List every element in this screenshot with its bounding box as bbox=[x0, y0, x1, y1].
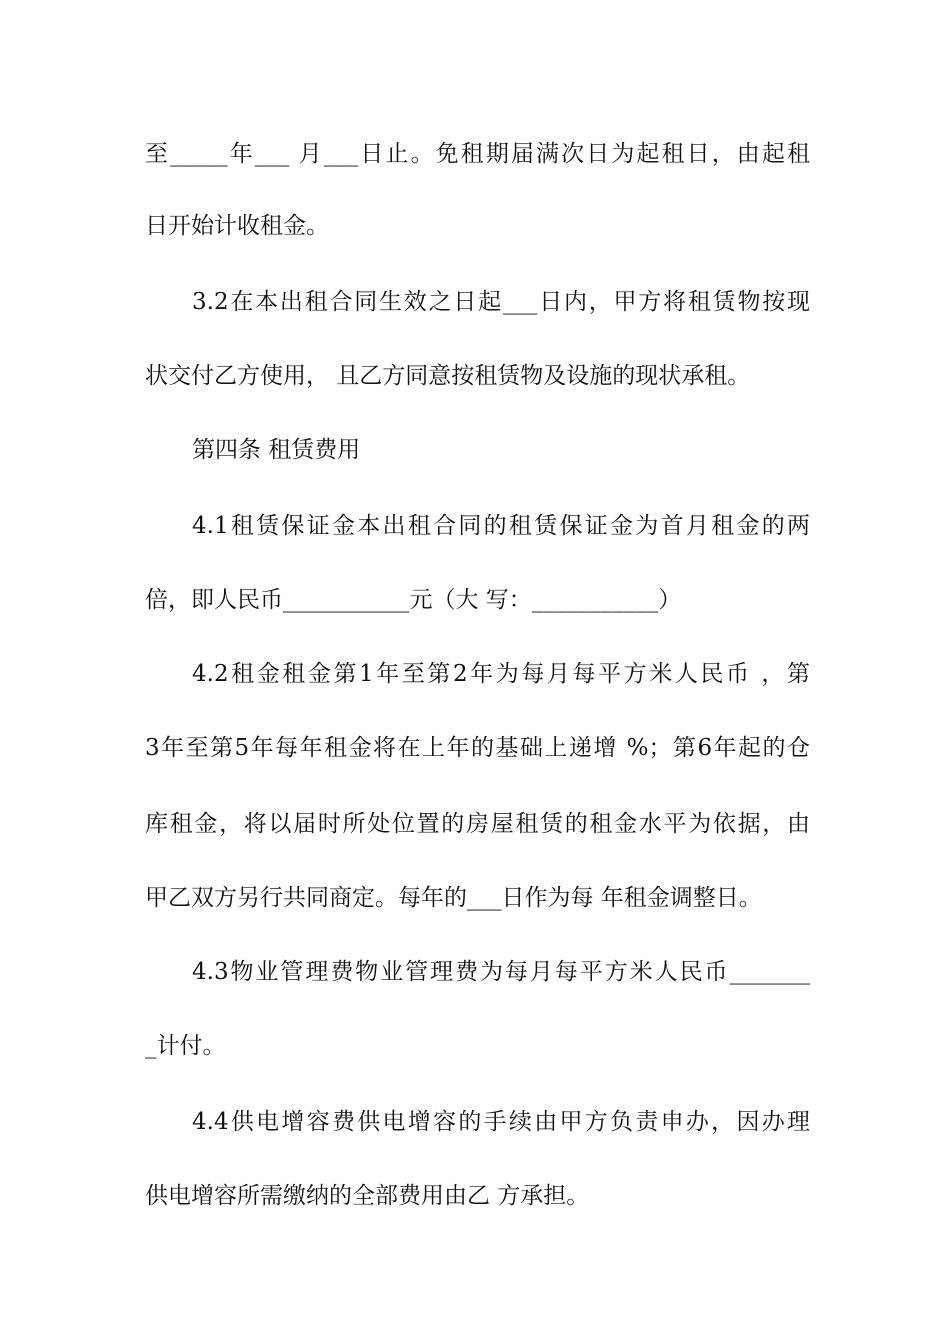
text-line: 供电增容所需缴纳的全部费用由乙 方承担。 bbox=[145, 1183, 590, 1209]
text-line: 日开始计收租金。 bbox=[145, 213, 329, 239]
text-line: 甲乙双方另行共同商定。每年的___日作为每 年租金调整日。 bbox=[145, 885, 762, 911]
section-heading: 第四条 租赁费用 bbox=[192, 437, 361, 463]
text-line: 3.2在本出租合同生效之日起___日内，甲方将租赁物按现 bbox=[192, 289, 810, 315]
text-line: 4.1租赁保证金本出租合同的租赁保证金为首月租金的两 bbox=[192, 513, 810, 539]
text-line: 3年至第5年每年租金将在上年的基础上递增 %；第6年起的仓 bbox=[145, 735, 810, 761]
text-line: 倍，即人民币___________元（大 写：___________） bbox=[145, 587, 682, 613]
text-line: 4.3物业管理费物业管理费为每月每平方米人民币_______ bbox=[192, 959, 810, 985]
text-line: 至_____年___ 月___日止。免租期届满次日为起租日，由起租 bbox=[145, 141, 810, 167]
text-line: 库租金，将以届时所处位置的房屋租赁的租金水平为依据，由 bbox=[145, 811, 810, 837]
text-line: 4.4供电增容费供电增容的手续由甲方负责申办，因办理 bbox=[192, 1109, 810, 1135]
text-line: 状交付乙方使用， 且乙方同意按租赁物及设施的现状承租。 bbox=[145, 363, 751, 389]
text-line: _计付。 bbox=[145, 1033, 226, 1059]
text-line: 4.2租金租金第1年至第2年为每月每平方米人民币 ，第 bbox=[192, 661, 810, 687]
